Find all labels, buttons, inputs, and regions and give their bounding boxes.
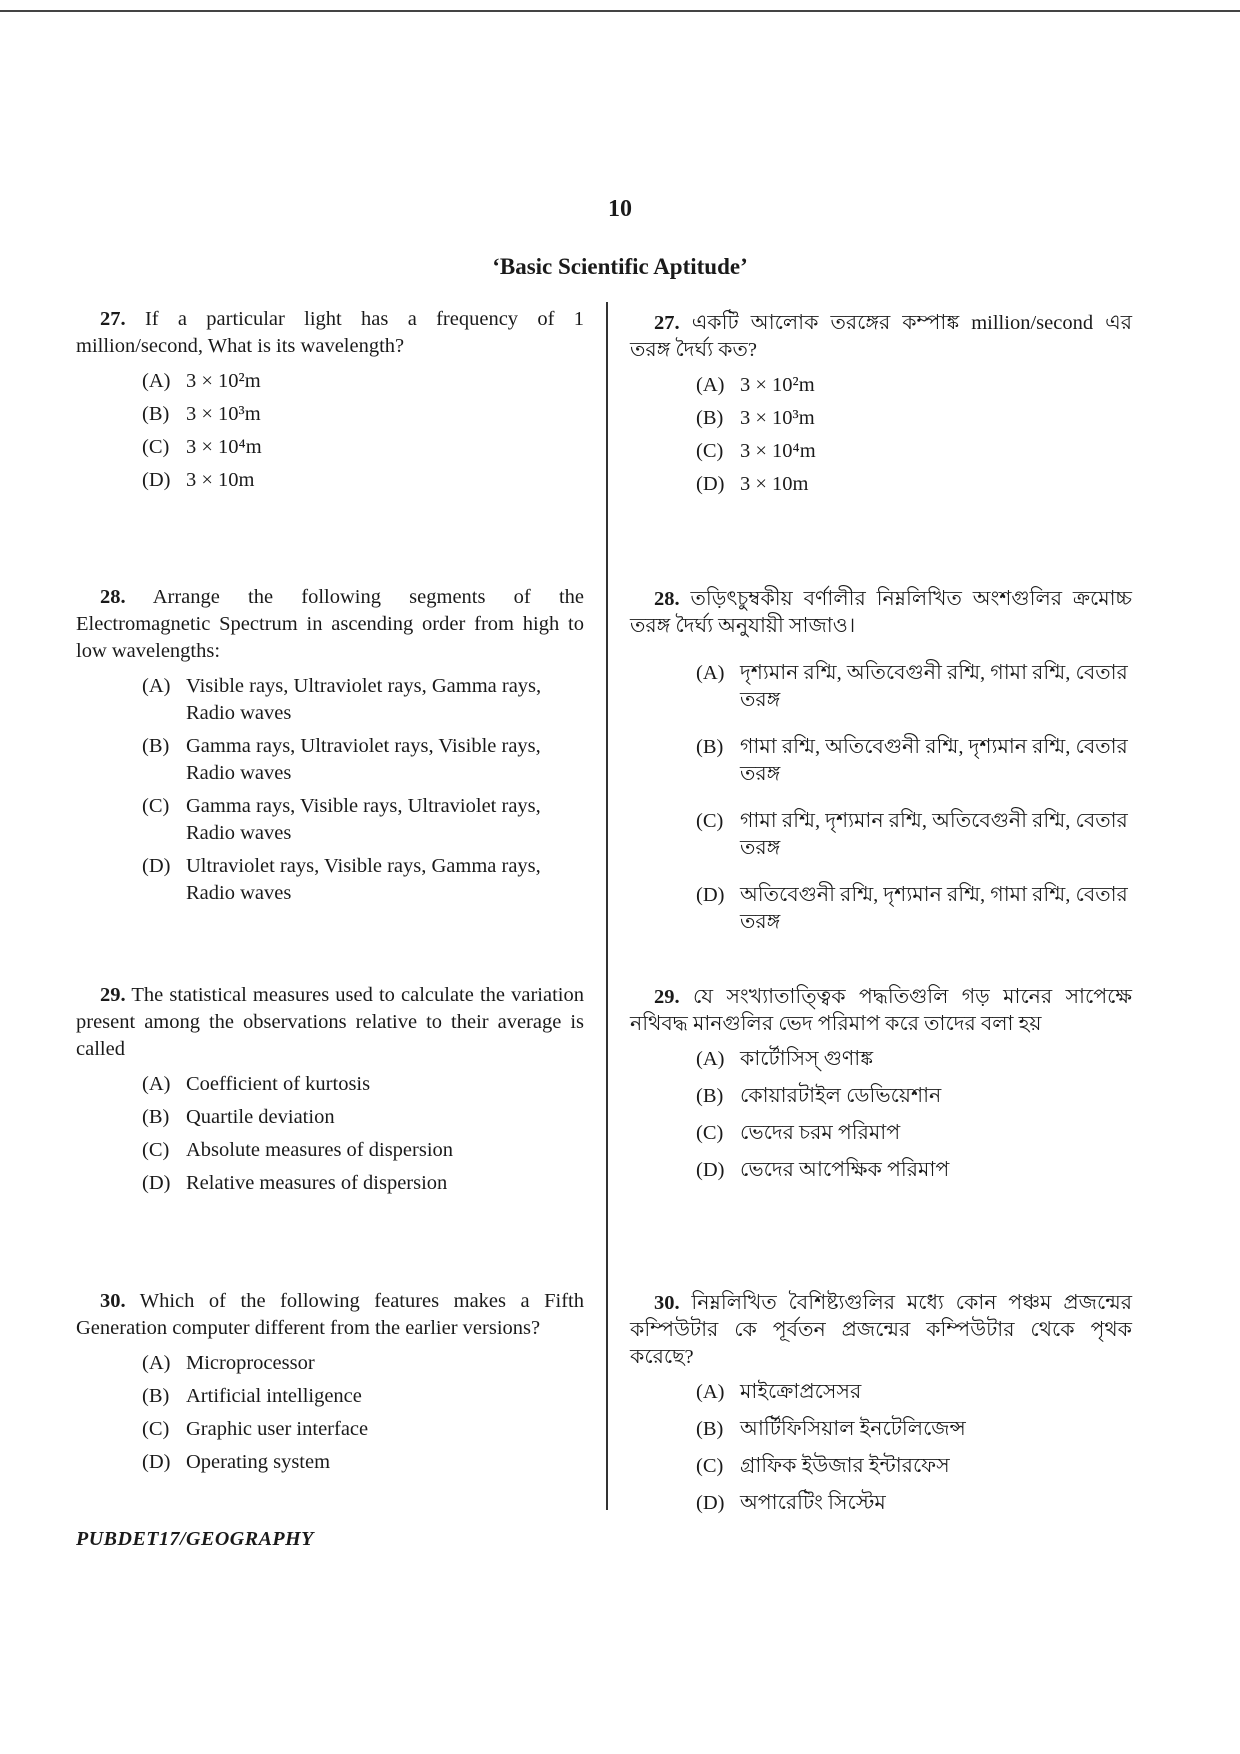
option-text: 3 × 10²m: [740, 374, 815, 396]
option-a: [630, 1046, 1132, 1073]
option-label: (D): [142, 469, 171, 491]
question-29-en: [76, 982, 584, 1203]
option-a: [76, 1350, 584, 1377]
footer-code: PUBDET17/GEOGRAPHY: [76, 1528, 314, 1550]
option-text: 3 × 10⁴m: [186, 436, 262, 458]
option-text: মাইক্রোপ্রসেসর: [740, 1381, 862, 1403]
option-label: (B): [142, 735, 170, 757]
option-a: [76, 368, 584, 395]
option-b: [630, 405, 1132, 432]
option-c: [630, 1453, 1132, 1480]
option-text: অপারেটিং সিস্টেম: [740, 1492, 886, 1514]
option-text: ভেদের আপেক্ষিক পরিমাপ: [740, 1159, 950, 1181]
option-a: [76, 1071, 584, 1098]
option-label: (B): [696, 1418, 724, 1440]
option-d: [76, 853, 584, 907]
option-label: (A): [142, 1352, 171, 1374]
option-text: অতিবেগুনী রশ্মি, দৃশ্যমান রশ্মি, গামা রশ্মি, বেতার তরঙ্গ: [740, 884, 1128, 933]
page-number: 10: [608, 196, 632, 222]
option-b: [76, 401, 584, 428]
option-label: (B): [142, 403, 170, 425]
option-text: ভেদের চরম পরিমাপ: [740, 1122, 901, 1144]
question-30-bn: [630, 1290, 1132, 1527]
option-label: (C): [142, 1418, 170, 1440]
question-stem: Arrange the following segments of the Electromagnetic Spectrum in ascending order from high to low wavelengths:: [76, 586, 584, 662]
question-stem: তড়িৎচুম্বকীয় বর্ণালীর নিম্নলিখিত অংশগুলির ক্রমোচ্চ তরঙ্গ দৈর্ঘ্য অনুযায়ী সাজাও।: [630, 588, 1132, 637]
option-text: Visible rays, Ultraviolet rays, Gamma rays, Radio waves: [186, 675, 542, 724]
question-stem: একটি আলোক তরঙ্গের কম্পাঙ্ক million/second এর তরঙ্গ দৈর্ঘ্য কত?: [630, 312, 1132, 361]
option-c: [76, 793, 584, 847]
question-stem: If a particular light has a frequency of 1 million/second, What is its wavelength?: [76, 308, 585, 357]
question-27-en: [76, 306, 584, 500]
option-label: (D): [696, 1492, 725, 1514]
question-28-en: [76, 584, 584, 913]
option-label: (B): [142, 1106, 170, 1128]
option-text: গামা রশ্মি, দৃশ্যমান রশ্মি, অতিবেগুনী রশ্মি, বেতার তরঙ্গ: [740, 810, 1128, 859]
question-27-bn: [630, 310, 1132, 504]
option-text: Graphic user interface: [186, 1418, 369, 1440]
option-text: আর্টিফিসিয়াল ইনটেলিজেন্স: [740, 1418, 966, 1440]
option-text: Operating system: [186, 1451, 331, 1473]
option-c: [630, 438, 1132, 465]
option-label: (A): [142, 1073, 171, 1095]
question-number: 28.: [100, 586, 126, 608]
option-label: (A): [142, 370, 171, 392]
option-label: (D): [696, 1159, 725, 1181]
option-text: Quartile deviation: [186, 1106, 335, 1128]
option-label: (D): [696, 473, 725, 495]
option-text: Ultraviolet rays, Visible rays, Gamma rays, Radio waves: [186, 855, 541, 904]
option-text: দৃশ্যমান রশ্মি, অতিবেগুনী রশ্মি, গামা রশ্মি, বেতার তরঙ্গ: [740, 662, 1128, 711]
question-number: 30.: [654, 1292, 680, 1314]
option-text: 3 × 10m: [740, 473, 809, 495]
option-text: গামা রশ্মি, অতিবেগুনী রশ্মি, দৃশ্যমান রশ্মি, বেতার তরঙ্গ: [740, 736, 1128, 785]
option-text: 3 × 10m: [186, 469, 255, 491]
question-number: 28.: [654, 588, 680, 610]
option-a: [630, 1379, 1132, 1406]
option-label: (D): [696, 884, 725, 906]
option-text: Artificial intelligence: [186, 1385, 362, 1407]
option-text: Gamma rays, Ultraviolet rays, Visible rays, Radio waves: [186, 735, 541, 784]
option-a: [76, 673, 584, 727]
option-d: [630, 471, 1132, 498]
option-text: Absolute measures of dispersion: [186, 1139, 454, 1161]
question-stem: Which of the following features makes a Fifth Generation computer different from the earlier versions?: [76, 1290, 584, 1339]
column-divider: [606, 302, 608, 1510]
option-b: [76, 733, 584, 787]
option-text: Gamma rays, Visible rays, Ultraviolet rays, Radio waves: [186, 795, 541, 844]
option-text: 3 × 10³m: [740, 407, 815, 429]
option-label: (C): [142, 795, 170, 817]
option-text: 3 × 10⁴m: [740, 440, 816, 462]
option-label: (A): [696, 662, 725, 684]
option-label: (C): [142, 1139, 170, 1161]
option-d: [76, 1449, 584, 1476]
option-text: 3 × 10³m: [186, 403, 261, 425]
option-label: (B): [142, 1385, 170, 1407]
option-c: [76, 1137, 584, 1164]
question-number: 27.: [654, 312, 680, 334]
option-c: [630, 808, 1132, 862]
option-label: (D): [142, 1451, 171, 1473]
option-d: [630, 882, 1132, 936]
option-a: [630, 372, 1132, 399]
option-d: [630, 1157, 1132, 1184]
option-c: [76, 1416, 584, 1443]
option-label: (B): [696, 736, 724, 758]
option-label: (A): [142, 675, 171, 697]
option-label: (A): [696, 1048, 725, 1070]
option-label: (A): [696, 1381, 725, 1403]
section-title: ‘Basic Scientific Aptitude’: [492, 254, 748, 279]
option-label: (D): [142, 855, 171, 877]
option-b: [630, 734, 1132, 788]
option-b: [630, 1083, 1132, 1110]
option-label: (C): [696, 1122, 724, 1144]
option-label: (B): [696, 1085, 724, 1107]
option-text: কোয়ারটাইল ডেভিয়েশান: [740, 1085, 942, 1107]
option-text: Microprocessor: [186, 1352, 315, 1374]
option-label: (C): [142, 436, 170, 458]
question-number: 27.: [100, 308, 126, 330]
question-number: 29.: [100, 984, 126, 1006]
option-text: Relative measures of dispersion: [186, 1172, 448, 1194]
question-28-bn: [630, 586, 1132, 956]
option-text: Coefficient of kurtosis: [186, 1073, 371, 1095]
option-a: [630, 660, 1132, 714]
option-label: (C): [696, 440, 724, 462]
question-number: 29.: [654, 986, 680, 1008]
option-b: [76, 1383, 584, 1410]
option-text: গ্রাফিক ইউজার ইন্টারফেস: [740, 1455, 950, 1477]
top-rule: [0, 10, 1240, 12]
option-c: [630, 1120, 1132, 1147]
question-stem: নিম্নলিখিত বৈশিষ্ট্যগুলির মধ্যে কোন পঞ্চম প্রজন্মের কম্পিউটার কে পূর্বতন প্রজন্মের কম্পিউটার থেকে পৃথক করেছে?: [630, 1292, 1132, 1368]
question-29-bn: [630, 984, 1132, 1194]
question-30-en: [76, 1288, 584, 1482]
option-text: কার্টোসিস্ গুণাঙ্ক: [740, 1048, 874, 1070]
option-label: (B): [696, 407, 724, 429]
question-number: 30.: [100, 1290, 126, 1312]
question-stem: যে সংখ্যাতাত্ত্বিক পদ্ধতিগুলি গড় মানের সাপেক্ষে নথিবদ্ধ মানগুলির ভেদ পরিমাপ করে তাদের বলা হয়: [630, 986, 1132, 1035]
option-label: (D): [142, 1172, 171, 1194]
option-label: (C): [696, 810, 724, 832]
option-d: [630, 1490, 1132, 1517]
option-d: [76, 467, 584, 494]
question-stem: The statistical measures used to calculate the variation present among the observations relative to their average is called: [76, 984, 584, 1060]
option-b: [76, 1104, 584, 1131]
option-d: [76, 1170, 584, 1197]
option-label: (A): [696, 374, 725, 396]
option-label: (C): [696, 1455, 724, 1477]
option-text: 3 × 10²m: [186, 370, 261, 392]
option-c: [76, 434, 584, 461]
option-b: [630, 1416, 1132, 1443]
